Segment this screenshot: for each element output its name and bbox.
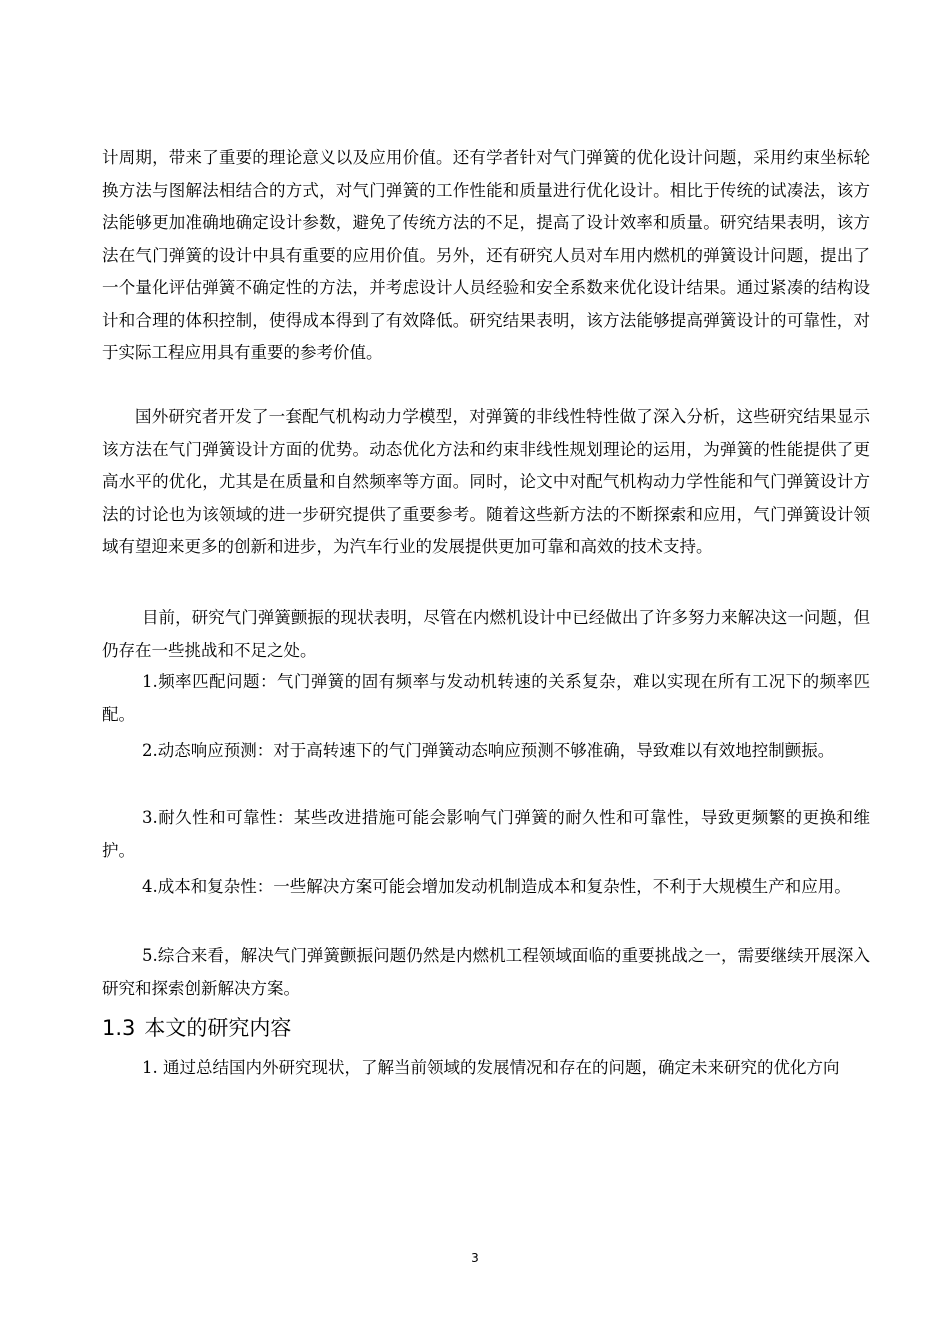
paragraph-current-status: 目前，研究气门弹簧颤振的现状表明，尽管在内燃机设计中已经做出了许多努力来解决这一问题，但仍存在一些挑战和不足之处。 [102, 608, 870, 660]
section-heading [102, 1012, 291, 1044]
challenge-item-summary: 5.综合来看，解决气门弹簧颤振问题仍然是内燃机工程领域面临的重要挑战之一，需要继续开展深入研究和探索创新解决方案。 [102, 946, 870, 998]
challenge-item-frequency: 1.频率匹配问题：气门弹簧的固有频率与发动机转速的关系复杂，难以实现在所有工况下的频率匹配。 [102, 672, 870, 724]
section-title: 本文的研究内容 [144, 1016, 292, 1040]
page-number: 3 [471, 1251, 479, 1265]
paragraph-foreign-research: 国外研究者开发了一套配气机构动力学模型，对弹簧的非线性特性做了深入分析，这些研究结果显示该方法在气门弹簧设计方面的优势。动态优化方法和约束非线性规划理论的运用，为弹簧的性能提供了更高水平的优化，尤其是在质量和自然频率等方面。同时，论文中对配气机构动力学性能和气门弹簧设计方法的讨论也为该领域的进一步研究提供了重要参考。随着这些新方法的不断探索和应用，气门弹簧设计领域有望迎来更多的创新和进步，为汽车行业的发展提供更加可靠和高效的技术支持。 [102, 407, 870, 556]
paragraph-review-continued: 计周期，带来了重要的理论意义以及应用价值。还有学者针对气门弹簧的优化设计问题，采用约束坐标轮换方法与图解法相结合的方式，对气门弹簧的工作性能和质量进行优化设计。相比于传统的试凑法，该方法能够更加准确地确定设计参数，避免了传统方法的不足，提高了设计效率和质量。研究结果表明，该方法在气门弹簧的设计中具有重要的应用价值。另外，还有研究人员对车用内燃机的弹簧设计问题，提出了一个量化评估弹簧不确定性的方法，并考虑设计人员经验和安全系数来优化设计结果。通过紧凑的结构设计和合理的体积控制，使得成本得到了有效降低。研究结果表明，该方法能够提高弹簧设计的可靠性，对于实际工程应用具有重要的参考价值。 [102, 148, 870, 362]
paragraph-research-content: 1. 通过总结国内外研究现状，了解当前领域的发展情况和存在的问题，确定未来研究的优化方向 [142, 1058, 840, 1077]
challenge-item-durability: 3.耐久性和可靠性：某些改进措施可能会影响气门弹簧的耐久性和可靠性，导致更频繁的更换和维护。 [102, 808, 870, 860]
challenge-item-dynamic-response: 2.动态响应预测：对于高转速下的气门弹簧动态响应预测不够准确，导致难以有效地控制颤振。 [142, 741, 835, 760]
section-number: 1.3 [102, 1016, 136, 1040]
challenge-item-cost: 4.成本和复杂性：一些解决方案可能会增加发动机制造成本和复杂性，不利于大规模生产和应用。 [142, 877, 851, 896]
